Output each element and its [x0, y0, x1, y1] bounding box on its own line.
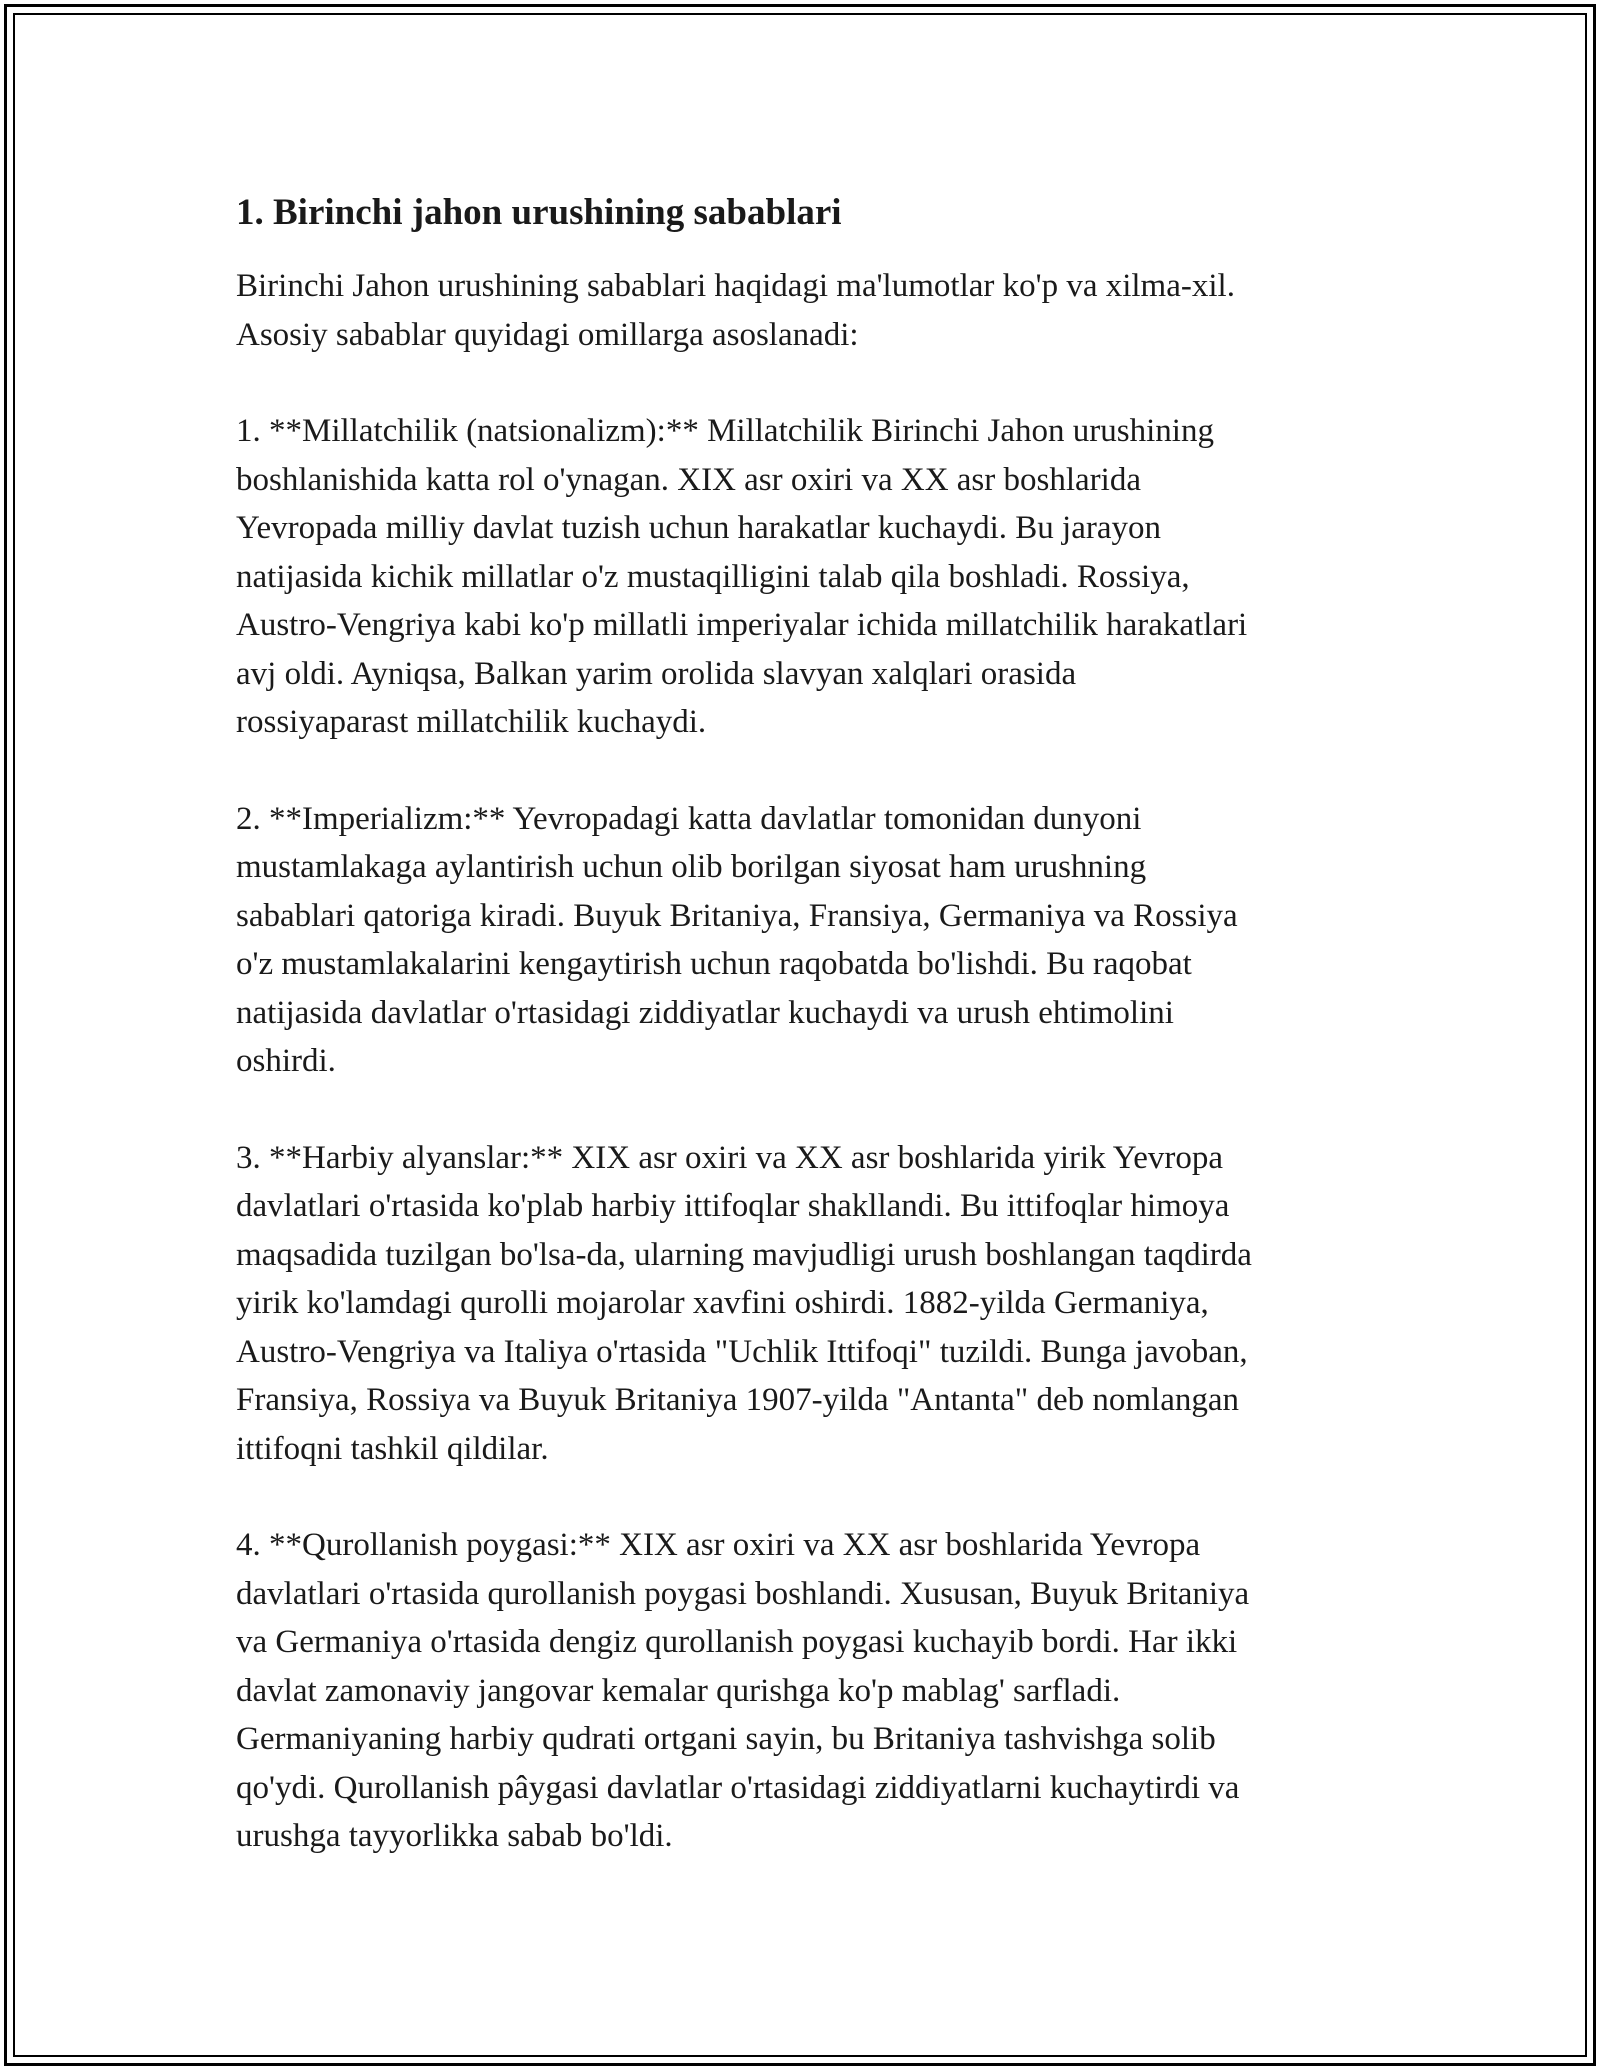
- document-title: 1. Birinchi jahon urushining sabablari: [236, 192, 842, 233]
- document-body: [236, 188, 1386, 1861]
- section-nationalism: 1. **Millatchilik (natsionalizm):** Millatchilik Birinchi Jahon urushining boshlanishida katta rol o'ynagan. XIX asr oxiri va XX asr boshlarida Yevropada milliy davlat tuzish uchun harakatlar kuchaydi. Bu jarayon natijasida kichik millatlar o'z mustaqilligini talab qila boshladi. Rossiya, Austro-Vengriya kabi ko'p millatli imperiyalar ichida millatchilik harakatlari avj oldi. Ayniqsa, Balkan yarim orolida slavyan xalqlari orasida rossiyaparast millatchilik kuchaydi.: [236, 413, 1248, 740]
- intro-paragraph: Birinchi Jahon urushining sabablari haqidagi ma'lumotlar ko'p va xilma-xil. Asosiy sabablar quyidagi omillarga asoslanadi:: [236, 268, 1235, 353]
- section-imperialism: 2. **Imperializm:** Yevropadagi katta davlatlar tomonidan dunyoni mustamlakaga aylantirish uchun olib borilgan siyosat ham urushning sabablari qatoriga kiradi. Buyuk Britaniya, Fransiya, Germaniya va Rossiya o'z mustamlakalarini kengaytirish uchun raqobatda bo'lishdi. Bu raqobat natijasida davlatlar o'rtasidagi ziddiyatlar kuchaydi va urush ehtimolini oshirdi.: [236, 800, 1238, 1079]
- section-military-alliances: 3. **Harbiy alyanslar:** XIX asr oxiri va XX asr boshlarida yirik Yevropa davlatlari o'rtasida ko'plab harbiy ittifoqlar shakllandi. Bu ittifoqlar himoya maqsadida tuzilgan bo'lsa-da, ularning mavjudligi urush boshlangan taqdirda yirik ko'lamdagi qurolli mojarolar xavfini oshirdi. 1882-yilda Germaniya, Austro-Vengriya va Italiya o'rtasida "Uchlik Ittifoqi" tuzildi. Bunga javoban, Fransiya, Rossiya va Buyuk Britaniya 1907-yilda "Antanta" deb nomlangan ittifoqni tashkil qildilar.: [236, 1139, 1252, 1467]
- section-arms-race: 4. **Qurollanish poygasi:** XIX asr oxiri va XX asr boshlarida Yevropa davlatlari o'rtasida qurollanish poygasi boshlandi. Xususan, Buyuk Britaniya va Germaniya o'rtasida dengiz qurollanish poygasi kuchayib bordi. Har ikki davlat zamonaviy jangovar kemalar qurishga ko'p mablag' sarfladi. Germaniyaning harbiy qudrati ortgani sayin, bu Britaniya tashvishga solib qo'ydi. Qurollanish pâygasi davlatlar o'rtasidagi ziddiyatlarni kuchaytirdi va urushga tayyorlikka sabab bo'ldi.: [236, 1527, 1250, 1854]
